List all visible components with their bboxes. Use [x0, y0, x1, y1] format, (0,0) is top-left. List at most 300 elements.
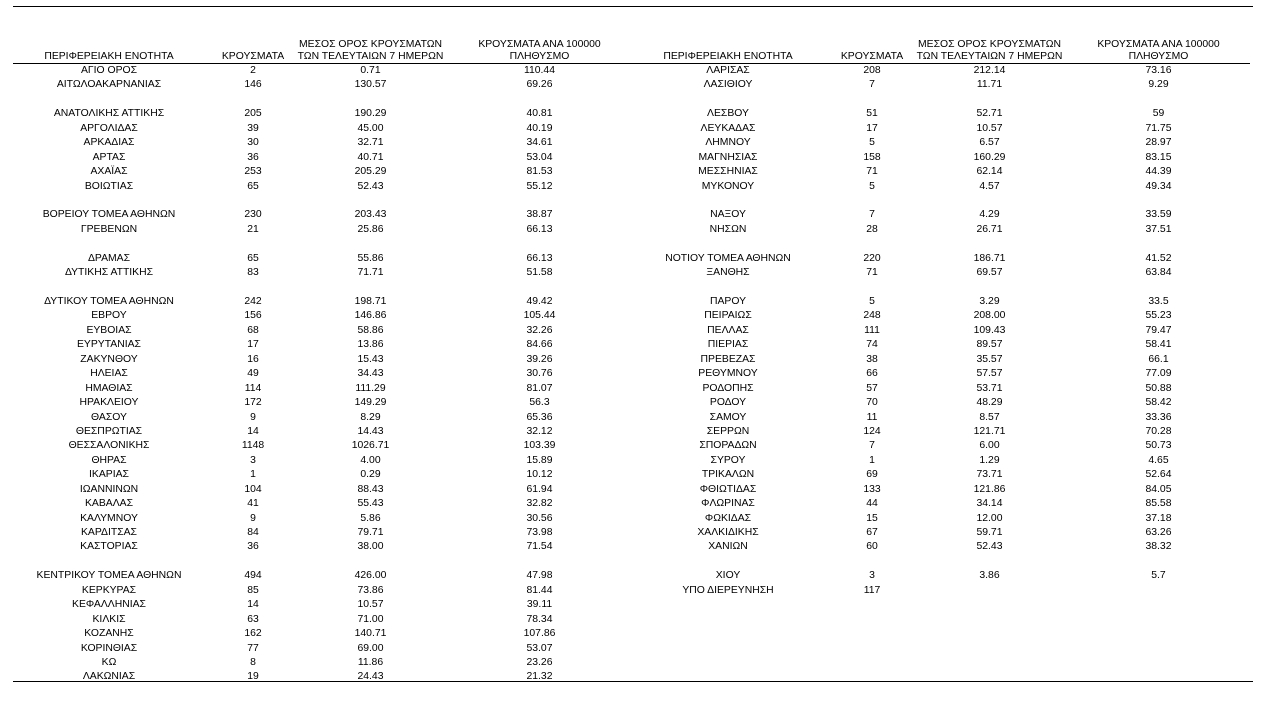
- cases-cell: 77: [247, 642, 259, 654]
- cases-cell: 494: [244, 570, 262, 582]
- per-100k-cell: 71.54: [526, 541, 553, 553]
- spacer: [293, 93, 448, 107]
- region-cell: ΣΑΜΟΥ: [709, 411, 747, 423]
- per-100k-cell: 30.56: [526, 512, 553, 524]
- avg-7day-cell: 130.57: [354, 79, 387, 91]
- spacer: [5, 555, 213, 569]
- avg-7day-cell: 190.29: [354, 108, 387, 120]
- header-cases-per-100k: ΚΡΟΥΣΜΑΤΑ ΑΝΑ 100000 ΠΛΗΘΥΣΜΟ: [478, 39, 601, 62]
- per-100k-cell: 40.19: [526, 122, 553, 134]
- per-100k-cell: 37.18: [1145, 512, 1172, 524]
- spacer: [624, 93, 832, 107]
- per-100k-cell: 52.64: [1145, 469, 1172, 481]
- cases-cell: 156: [244, 310, 262, 322]
- avg-7day-cell: 3.29: [979, 296, 1000, 307]
- region-cell: ΔΥΤΙΚΟΥ ΤΟΜΕΑ ΑΘΗΝΩΝ: [44, 296, 174, 307]
- region-cell: ΙΚΑΡΙΑΣ: [89, 469, 129, 481]
- avg-7day-cell: 1.29: [979, 454, 1000, 466]
- avg-7day-cell: 146.86: [354, 310, 387, 322]
- spacer: [832, 555, 912, 569]
- avg-7day-cell: 10.57: [976, 122, 1003, 134]
- cases-cell: 17: [247, 339, 259, 351]
- cases-cell: 114: [244, 382, 262, 394]
- cases-cell: 2: [250, 65, 256, 76]
- region-cell: ΣΥΡΟΥ: [710, 454, 746, 466]
- avg-7day-cell: 35.57: [976, 353, 1003, 365]
- spacer: [912, 194, 1067, 208]
- cases-cell: 39: [247, 122, 259, 134]
- per-100k-cell: 10.12: [526, 469, 553, 481]
- cases-cell: 117: [863, 584, 881, 596]
- spacer: [1067, 281, 1250, 295]
- cases-cell: 74: [866, 339, 878, 351]
- cases-cell: 41: [247, 498, 259, 510]
- avg-7day-cell: 40.71: [357, 151, 384, 163]
- per-100k-cell: 71.75: [1145, 122, 1172, 134]
- avg-7day-cell: 121.71: [973, 425, 1006, 437]
- avg-7day-cell: 71.71: [357, 267, 384, 279]
- avg-7day-cell: 186.71: [973, 252, 1006, 264]
- cases-cell: 19: [247, 671, 259, 683]
- cases-cell: 172: [244, 397, 262, 409]
- per-100k-cell: 50.88: [1145, 382, 1172, 394]
- cases-cell: 242: [244, 296, 262, 307]
- region-cell: ΚΑΣΤΟΡΙΑΣ: [80, 541, 138, 553]
- region-cell: ΑΓΙΟ ΟΡΟΣ: [80, 65, 138, 76]
- cases-cell: 162: [244, 628, 262, 640]
- cases-cell: 49: [247, 368, 259, 380]
- avg-7day-cell: 12.00: [976, 512, 1003, 524]
- region-cell: ΠΙΕΡΙΑΣ: [707, 339, 749, 351]
- per-100k-cell: 77.09: [1145, 368, 1172, 380]
- header-cases: ΚΡΟΥΣΜΑΤΑ: [221, 51, 285, 62]
- avg-7day-cell: 89.57: [976, 339, 1003, 351]
- per-100k-cell: 38.87: [526, 209, 553, 221]
- region-cell: ΗΛΕΙΑΣ: [90, 368, 128, 380]
- spacer: [624, 237, 832, 251]
- cases-cell: 124: [863, 425, 881, 437]
- avg-7day-cell: 8.57: [979, 411, 1000, 423]
- cases-cell: 5: [869, 137, 875, 149]
- per-100k-cell: 44.39: [1145, 166, 1172, 178]
- region-cell: ΘΕΣΣΑΛΟΝΙΚΗΣ: [68, 440, 150, 452]
- per-100k-cell: 5.7: [1151, 570, 1166, 582]
- spacer: [912, 93, 1067, 107]
- spacer: [293, 555, 448, 569]
- per-100k-cell: 61.94: [526, 483, 553, 495]
- avg-7day-cell: 212.14: [973, 65, 1006, 76]
- spacer: [1067, 194, 1250, 208]
- per-100k-cell: 30.76: [526, 368, 553, 380]
- per-100k-cell: 32.12: [526, 425, 553, 437]
- avg-7day-cell: 149.29: [354, 397, 387, 409]
- avg-7day-cell: 73.71: [976, 469, 1003, 481]
- per-100k-cell: 58.42: [1145, 397, 1172, 409]
- cases-cell: 133: [863, 483, 881, 495]
- avg-7day-cell: 111.29: [355, 382, 386, 394]
- spacer: [293, 237, 448, 251]
- region-cell: ΔΥΤΙΚΗΣ ΑΤΤΙΚΗΣ: [64, 267, 154, 279]
- per-100k-cell: 50.73: [1145, 440, 1172, 452]
- region-cell: ΚΕΦΑΛΛΗΝΙΑΣ: [72, 599, 146, 611]
- cases-cell: 1: [250, 469, 256, 481]
- cases-cell: 69: [866, 469, 878, 481]
- avg-7day-cell: 55.86: [357, 252, 384, 264]
- cases-cell: 9: [250, 411, 256, 423]
- region-cell: ΓΡΕΒΕΝΩΝ: [80, 223, 138, 235]
- region-cell: ΝΑΞΟΥ: [710, 209, 746, 221]
- cases-cell: 111: [864, 324, 880, 336]
- spacer: [832, 194, 912, 208]
- spacer: [213, 194, 293, 208]
- bottom-rule: [13, 681, 1253, 682]
- per-100k-cell: 49.42: [526, 296, 553, 307]
- avg-7day-cell: 55.43: [357, 498, 384, 510]
- cases-cell: 5: [869, 180, 875, 192]
- avg-7day-cell: 15.43: [357, 353, 384, 365]
- per-100k-cell: 66.1: [1148, 353, 1169, 365]
- spacer: [5, 237, 213, 251]
- spacer: [448, 93, 631, 107]
- region-cell: ΔΡΑΜΑΣ: [87, 252, 131, 264]
- avg-7day-cell: 53.71: [976, 382, 1003, 394]
- avg-7day-cell: 62.14: [976, 166, 1003, 178]
- cases-table-left: [5, 35, 625, 685]
- avg-7day-cell: 8.29: [360, 411, 381, 423]
- spacer: [832, 281, 912, 295]
- cases-cell: 7: [869, 440, 875, 452]
- avg-7day-cell: 3.86: [979, 570, 1000, 582]
- avg-7day-cell: 4.57: [979, 180, 1000, 192]
- per-100k-cell: 33.36: [1145, 411, 1172, 423]
- header-7day-average: ΜΕΣΟΣ ΟΡΟΣ ΚΡΟΥΣΜΑΤΩΝ ΤΩΝ ΤΕΛΕΥΤΑΙΩΝ 7 ΗΜΕΡΩΝ: [297, 39, 444, 62]
- cases-cell: 14: [247, 425, 259, 437]
- per-100k-cell: 40.81: [526, 108, 553, 120]
- cases-cell: 65: [247, 180, 259, 192]
- per-100k-cell: 73.98: [526, 527, 553, 538]
- spacer: [832, 93, 912, 107]
- region-cell: ΚΕΡΚΥΡΑΣ: [81, 584, 137, 596]
- per-100k-cell: 9.29: [1148, 79, 1169, 91]
- per-100k-cell: 39.26: [526, 353, 553, 365]
- per-100k-cell: 34.61: [526, 137, 553, 149]
- spacer: [912, 281, 1067, 295]
- region-cell: ΛΗΜΝΟΥ: [705, 137, 751, 149]
- cases-cell: 17: [866, 122, 878, 134]
- region-cell: ΡΕΘΥΜΝΟΥ: [698, 368, 758, 380]
- per-100k-cell: 81.07: [526, 382, 553, 394]
- region-cell: ΡΟΔΟΠΗΣ: [702, 382, 754, 394]
- per-100k-cell: 65.36: [526, 411, 553, 423]
- per-100k-cell: 59: [1152, 108, 1165, 120]
- region-cell: ΧΑΛΚΙΔΙΚΗΣ: [697, 527, 759, 538]
- per-100k-cell: 107.86: [523, 628, 556, 640]
- region-cell: ΠΕΙΡΑΙΩΣ: [704, 310, 752, 322]
- per-100k-cell: 83.15: [1145, 151, 1172, 163]
- cases-cell: 67: [866, 527, 878, 538]
- avg-7day-cell: 24.43: [357, 671, 384, 683]
- per-100k-cell: 81.53: [526, 166, 553, 178]
- per-100k-cell: 55.23: [1145, 310, 1172, 322]
- spacer: [832, 237, 912, 251]
- header-cases: ΚΡΟΥΣΜΑΤΑ: [840, 51, 904, 62]
- spacer: [293, 281, 448, 295]
- spacer: [213, 237, 293, 251]
- cases-cell: 85: [247, 584, 259, 596]
- cases-cell: 3: [250, 454, 256, 466]
- spacer: [213, 555, 293, 569]
- region-cell: ΦΛΩΡΙΝΑΣ: [701, 498, 755, 510]
- avg-7day-cell: 69.57: [976, 267, 1003, 279]
- region-cell: ΛΑΚΩΝΙΑΣ: [82, 671, 136, 683]
- cases-cell: 83: [247, 267, 259, 279]
- region-cell: ΠΡΕΒΕΖΑΣ: [700, 353, 756, 365]
- region-cell: ΚΟΖΑΝΗΣ: [84, 628, 134, 640]
- cases-cell: 70: [866, 397, 878, 409]
- region-cell: ΚΙΛΚΙΣ: [92, 613, 126, 625]
- region-cell: ΝΗΣΩΝ: [709, 223, 747, 235]
- region-cell: ΜΑΓΝΗΣΙΑΣ: [698, 151, 758, 163]
- region-cell: ΚΟΡΙΝΘΙΑΣ: [80, 642, 138, 654]
- spacer: [5, 281, 213, 295]
- region-cell: ΞΑΝΘΗΣ: [706, 267, 750, 279]
- avg-7day-cell: 160.29: [973, 151, 1006, 163]
- avg-7day-cell: 1026.71: [351, 440, 390, 452]
- region-cell: ΥΠΟ ΔΙΕΡΕΥΝΗΣΗ: [682, 584, 774, 596]
- region-cell: ΑΡΤΑΣ: [92, 151, 126, 163]
- cases-cell: 205: [244, 108, 262, 120]
- region-cell: ΜΕΣΣΗΝΙΑΣ: [698, 166, 758, 178]
- cases-cell: 14: [247, 599, 259, 611]
- cases-cell: 220: [863, 252, 881, 264]
- region-cell: ΗΡΑΚΛΕΙΟΥ: [79, 397, 139, 409]
- avg-7day-cell: 4.00: [360, 454, 381, 466]
- region-cell: ΘΑΣΟΥ: [91, 411, 127, 423]
- avg-7day-cell: 26.71: [976, 223, 1003, 235]
- avg-7day-cell: 52.43: [976, 541, 1003, 553]
- cases-cell: 9: [250, 512, 256, 524]
- spacer: [912, 555, 1067, 569]
- cases-cell: 65: [247, 252, 259, 264]
- region-cell: ΚΑΛΥΜΝΟΥ: [80, 512, 138, 524]
- avg-7day-cell: 13.86: [357, 339, 384, 351]
- region-cell: ΡΟΔΟΥ: [709, 397, 747, 409]
- cases-cell: 71: [866, 166, 878, 178]
- region-cell: ΣΕΡΡΩΝ: [706, 425, 750, 437]
- per-100k-cell: 28.97: [1145, 137, 1172, 149]
- region-cell: ΧΙΟΥ: [715, 570, 741, 582]
- region-cell: ΛΑΡΙΣΑΣ: [706, 65, 750, 76]
- cases-cell: 146: [244, 79, 262, 91]
- per-100k-cell: 41.52: [1145, 252, 1172, 264]
- cases-cell: 36: [247, 541, 259, 553]
- per-100k-cell: 4.65: [1148, 454, 1169, 466]
- region-cell: ΜΥΚΟΝΟΥ: [701, 180, 755, 192]
- spacer: [1067, 237, 1250, 251]
- avg-7day-cell: 205.29: [354, 166, 387, 178]
- top-rule: [13, 6, 1253, 7]
- cases-cell: 28: [866, 223, 878, 235]
- cases-cell: 30: [247, 137, 259, 149]
- avg-7day-cell: 25.86: [357, 223, 384, 235]
- avg-7day-cell: 45.00: [357, 122, 384, 134]
- cases-cell: 248: [863, 310, 881, 322]
- avg-7day-cell: 4.29: [979, 209, 1000, 221]
- cases-cell: 1: [869, 454, 875, 466]
- per-100k-cell: 38.32: [1145, 541, 1172, 553]
- avg-7day-cell: 32.71: [357, 137, 384, 149]
- per-100k-cell: 66.13: [526, 252, 553, 264]
- spacer: [448, 194, 631, 208]
- per-100k-cell: 69.26: [526, 79, 553, 91]
- cases-cell: 7: [869, 79, 875, 91]
- header-region: ΠΕΡΙΦΕΡΕΙΑΚΗ ΕΝΟΤΗΤΑ: [663, 51, 793, 62]
- region-cell: ΖΑΚΥΝΘΟΥ: [80, 353, 138, 365]
- cases-cell: 71: [866, 267, 878, 279]
- region-cell: ΦΘΙΩΤΙΔΑΣ: [699, 483, 757, 495]
- avg-7day-cell: 208.00: [973, 310, 1006, 322]
- region-cell: ΦΩΚΙΔΑΣ: [704, 512, 752, 524]
- spacer: [5, 194, 213, 208]
- region-cell: ΠΑΡΟΥ: [709, 296, 747, 307]
- header-cases-per-100k: ΚΡΟΥΣΜΑΤΑ ΑΝΑ 100000 ΠΛΗΘΥΣΜΟ: [1097, 39, 1220, 62]
- region-cell: ΙΩΑΝΝΙΝΩΝ: [79, 483, 139, 495]
- avg-7day-cell: 10.57: [357, 599, 384, 611]
- cases-cell: 44: [866, 498, 878, 510]
- per-100k-cell: 63.26: [1145, 527, 1172, 538]
- per-100k-cell: 85.58: [1145, 498, 1172, 510]
- spacer: [448, 555, 631, 569]
- cases-cell: 63: [247, 613, 259, 625]
- cases-cell: 11: [866, 411, 878, 423]
- avg-7day-cell: 140.71: [354, 628, 387, 640]
- avg-7day-cell: 38.00: [357, 541, 384, 553]
- region-cell: ΚΑΒΑΛΑΣ: [84, 498, 134, 510]
- spacer: [448, 281, 631, 295]
- avg-7day-cell: 0.29: [360, 469, 381, 481]
- per-100k-cell: 51.58: [526, 267, 553, 279]
- cases-cell: 230: [244, 209, 262, 221]
- spacer: [1067, 555, 1250, 569]
- region-cell: ΑΡΚΑΔΙΑΣ: [83, 137, 135, 149]
- region-cell: ΚΩ: [101, 656, 117, 668]
- per-100k-cell: 103.39: [523, 440, 556, 452]
- region-cell: ΑΙΤΩΛΟΑΚΑΡΝΑΝΙΑΣ: [56, 79, 162, 91]
- per-100k-cell: 37.51: [1145, 223, 1172, 235]
- region-cell: ΒΟΙΩΤΙΑΣ: [84, 180, 134, 192]
- region-cell: ΧΑΝΙΩΝ: [708, 541, 748, 553]
- spacer: [213, 93, 293, 107]
- avg-7day-cell: 88.43: [357, 483, 384, 495]
- avg-7day-cell: 14.43: [357, 425, 384, 437]
- header-7day-average: ΜΕΣΟΣ ΟΡΟΣ ΚΡΟΥΣΜΑΤΩΝ ΤΩΝ ΤΕΛΕΥΤΑΙΩΝ 7 ΗΜΕΡΩΝ: [916, 39, 1063, 62]
- cases-cell: 51: [866, 108, 878, 120]
- avg-7day-cell: 6.00: [979, 440, 1000, 452]
- avg-7day-cell: 426.00: [354, 570, 387, 582]
- avg-7day-cell: 71.00: [357, 613, 384, 625]
- per-100k-cell: 55.12: [526, 180, 553, 192]
- cases-cell: 60: [866, 541, 878, 553]
- spacer: [624, 281, 832, 295]
- region-cell: ΒΟΡΕΙΟΥ ΤΟΜΕΑ ΑΘΗΝΩΝ: [42, 209, 176, 221]
- region-cell: ΤΡΙΚΑΛΩΝ: [701, 469, 755, 481]
- per-100k-cell: 21.32: [526, 671, 553, 683]
- region-cell: ΚΑΡΔΙΤΣΑΣ: [81, 527, 137, 538]
- avg-7day-cell: 11.86: [357, 656, 384, 668]
- cases-cell: 8: [250, 656, 256, 668]
- region-cell: ΑΧΑΪΑΣ: [90, 166, 128, 178]
- region-cell: ΠΕΛΛΑΣ: [707, 324, 749, 336]
- per-100k-cell: 53.07: [526, 642, 553, 654]
- per-100k-cell: 84.05: [1145, 483, 1172, 495]
- avg-7day-cell: 57.57: [976, 368, 1003, 380]
- per-100k-cell: 32.82: [526, 498, 553, 510]
- per-100k-cell: 15.89: [526, 454, 553, 466]
- avg-7day-cell: 34.14: [976, 498, 1003, 510]
- header-region: ΠΕΡΙΦΕΡΕΙΑΚΗ ΕΝΟΤΗΤΑ: [44, 51, 174, 62]
- cases-cell: 36: [247, 151, 259, 163]
- avg-7day-cell: 11.71: [976, 79, 1003, 91]
- avg-7day-cell: 52.71: [976, 108, 1003, 120]
- cases-cell: 104: [244, 483, 262, 495]
- spacer: [624, 555, 832, 569]
- per-100k-cell: 81.44: [526, 584, 553, 596]
- per-100k-cell: 66.13: [526, 223, 553, 235]
- cases-cell: 16: [247, 353, 259, 365]
- per-100k-cell: 79.47: [1145, 324, 1172, 336]
- per-100k-cell: 33.5: [1148, 296, 1169, 307]
- avg-7day-cell: 48.29: [976, 397, 1003, 409]
- avg-7day-cell: [912, 584, 1067, 598]
- region-cell: ΕΥΒΟΙΑΣ: [86, 324, 132, 336]
- per-100k-cell: 110.44: [523, 65, 555, 76]
- cases-cell: 15: [866, 512, 878, 524]
- cases-cell: 253: [244, 166, 262, 178]
- per-100k-cell: 47.98: [526, 570, 553, 582]
- per-100k-cell: 49.34: [1145, 180, 1172, 192]
- per-100k-cell: 32.26: [526, 324, 553, 336]
- cases-table-right: [624, 35, 1244, 598]
- avg-7day-cell: 34.43: [357, 368, 384, 380]
- region-cell: ΕΥΡΥΤΑΝΙΑΣ: [77, 339, 141, 351]
- region-cell: ΛΑΣΙΘΙΟΥ: [703, 79, 753, 91]
- per-100k-cell: 84.66: [526, 339, 553, 351]
- region-cell: ΑΝΑΤΟΛΙΚΗΣ ΑΤΤΙΚΗΣ: [53, 108, 165, 120]
- cases-cell: 1148: [241, 440, 265, 452]
- cases-cell: 3: [869, 570, 875, 582]
- cases-cell: 7: [869, 209, 875, 221]
- avg-7day-cell: 52.43: [357, 180, 384, 192]
- spacer: [1067, 93, 1250, 107]
- cases-cell: 68: [247, 324, 259, 336]
- region-cell: ΝΟΤΙΟΥ ΤΟΜΕΑ ΑΘΗΝΩΝ: [665, 252, 791, 264]
- cases-cell: 84: [247, 527, 259, 538]
- per-100k-cell: 63.84: [1145, 267, 1172, 279]
- avg-7day-cell: 109.43: [973, 324, 1006, 336]
- spacer: [912, 237, 1067, 251]
- per-100k-cell: 53.04: [526, 151, 553, 163]
- per-100k-cell: 73.16: [1145, 65, 1172, 76]
- avg-7day-cell: 58.86: [357, 324, 384, 336]
- cases-cell: 21: [247, 223, 259, 235]
- spacer: [293, 194, 448, 208]
- cases-cell: 158: [863, 151, 881, 163]
- cases-cell: 66: [866, 368, 878, 380]
- region-cell: ΣΠΟΡΑΔΩΝ: [699, 440, 757, 452]
- spacer: [448, 237, 631, 251]
- avg-7day-cell: 203.43: [354, 209, 387, 221]
- per-100k-cell: 56.3: [529, 397, 550, 409]
